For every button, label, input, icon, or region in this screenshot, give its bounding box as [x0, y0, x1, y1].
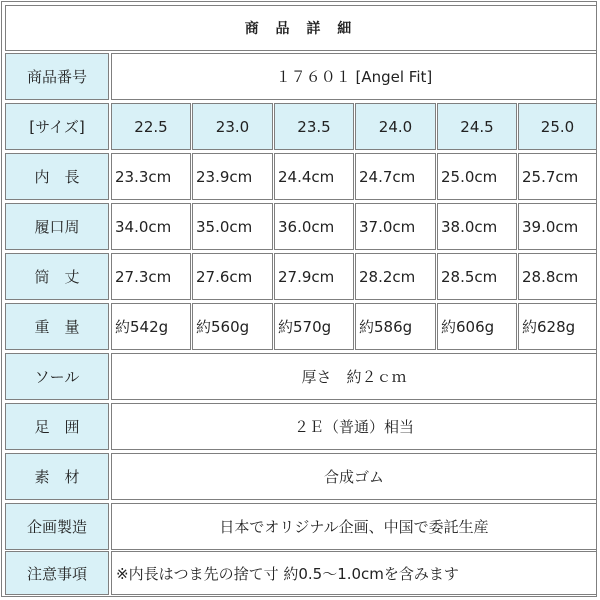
shaft-value: 28.2cm [355, 253, 436, 300]
manufacture-value: 日本でオリジナル企画、中国で委託生産 [111, 503, 597, 550]
inner-length-value: 24.4cm [274, 153, 354, 200]
opening-value: 36.0cm [274, 203, 354, 250]
shaft-value: 27.3cm [111, 253, 191, 300]
weight-value: 約542g [111, 303, 191, 350]
product-number-label: 商品番号 [5, 53, 109, 100]
shaft-label: 筒 丈 [5, 253, 109, 300]
shaft-value: 27.6cm [192, 253, 273, 300]
product-number-value: １７６０１ [Angel Fit] [111, 53, 597, 100]
size-value: 24.0 [355, 103, 436, 150]
material-value: 合成ゴム [111, 453, 597, 500]
notes-value: ※内長はつま先の捨て寸 約0.5～1.0cmを含みます [111, 551, 597, 595]
size-value: 25.0 [518, 103, 597, 150]
weight-value: 約606g [437, 303, 517, 350]
inner-length-value: 23.3cm [111, 153, 191, 200]
manufacture-label: 企画製造 [5, 503, 109, 550]
material-label: 素 材 [5, 453, 109, 500]
sole-label: ソール [5, 353, 109, 400]
opening-value: 37.0cm [355, 203, 436, 250]
inner-length-value: 24.7cm [355, 153, 436, 200]
width-value: ２Ｅ（普通）相当 [111, 403, 597, 450]
sole-value: 厚さ 約２ｃｍ [111, 353, 597, 400]
opening-value: 39.0cm [518, 203, 597, 250]
inner-length-value: 23.9cm [192, 153, 273, 200]
size-value: 23.5 [274, 103, 354, 150]
inner-length-value: 25.0cm [437, 153, 517, 200]
shaft-value: 28.5cm [437, 253, 517, 300]
size-value: 23.0 [192, 103, 273, 150]
shaft-value: 28.8cm [518, 253, 597, 300]
size-value: 22.5 [111, 103, 191, 150]
opening-value: 38.0cm [437, 203, 517, 250]
weight-value: 約570g [274, 303, 354, 350]
opening-label: 履口周 [5, 203, 109, 250]
inner-length-value: 25.7cm [518, 153, 597, 200]
table-title: 商 品 詳 細 [5, 5, 597, 51]
weight-value: 約586g [355, 303, 436, 350]
opening-value: 34.0cm [111, 203, 191, 250]
width-label: 足 囲 [5, 403, 109, 450]
inner-length-label: 内 長 [5, 153, 109, 200]
shaft-value: 27.9cm [274, 253, 354, 300]
weight-value: 約560g [192, 303, 273, 350]
weight-value: 約628g [518, 303, 597, 350]
product-detail-table [1, 1, 597, 597]
weight-label: 重 量 [5, 303, 109, 350]
size-label: [サイズ] [5, 103, 109, 150]
opening-value: 35.0cm [192, 203, 273, 250]
size-value: 24.5 [437, 103, 517, 150]
notes-label: 注意事項 [5, 551, 109, 595]
